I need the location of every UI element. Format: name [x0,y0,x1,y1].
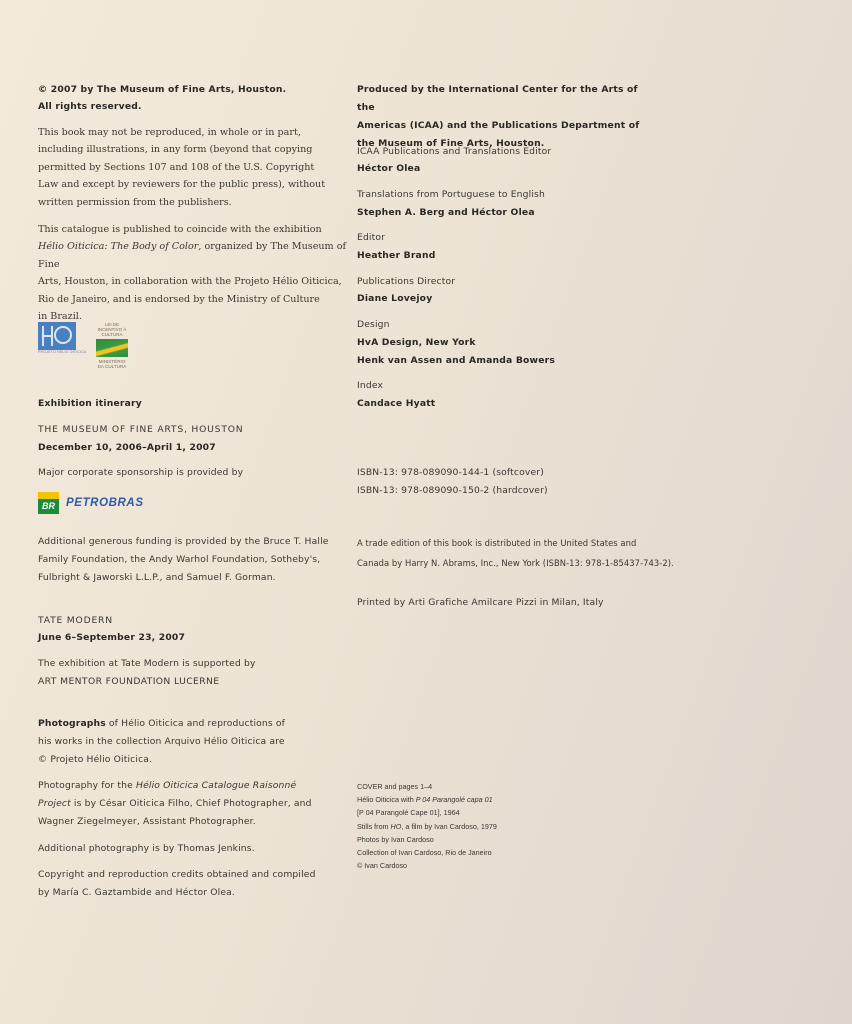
catalogue-raisonne-title-2: Project [38,798,71,810]
br-badge-icon: BR [38,492,59,514]
cover-credits [357,780,557,872]
credit-role-6: Index [357,380,384,391]
projeto-ho-logo [38,322,86,354]
dates-tate: June 6–September 23, 2007 [38,632,186,643]
cover-line-6: Collection of Ivan Cardoso, Rio de Janeiro [357,848,492,858]
photographs-bold: Photographs [38,718,106,729]
ho-logo-caption: PROJETO HÉLIO OITICICA [38,350,87,354]
catalogue-notice [38,221,348,325]
produced-by: Produced by the International Center for the Arts of the Americas (ICAA) and the Publications Department of the Museum of Fine Arts, Houston. [357,84,640,149]
petrobras-logo [38,492,144,514]
reproduction-credits: Copyright and reproduction credits obtained and compiled by María C. Gaztambide and Héctor Olea. [38,869,316,899]
credit-role-5: Design [357,319,390,330]
credit-name-4: Diane Lovejoy [357,293,433,304]
ministry-logo [95,322,129,369]
additional-photography: Additional photography is by Thomas Jenkins. [38,843,255,854]
funding-notice: Additional generous funding is provided by the Bruce T. Halle Family Foundation, the Andy Warhol Foundation, Sotheby's, Fulbright & Jaworski L.L.P., and Samuel F. Gorman. [38,536,329,584]
photography-line2: is by César Oiticica Filho, Chief Photographer, and [70,798,312,810]
ministry-logo-top: LEI DE INCENTIVO À CULTURA [97,322,127,337]
exhibition-title: Hélio Oiticica: The Body of Color [38,241,199,253]
parangole-title: P 04 Parangolé capa 01 [415,795,493,805]
cover-line-3: [P 04 Parangolé Cape 01], 1964 [357,808,460,818]
cover-line-2: Hélio Oiticica with P 04 Parangolé capa 01 [357,795,493,805]
catalogue-raisonne-title: Hélio Oiticica Catalogue Raisonné [136,780,297,791]
photographs-rest: his works in the collection Arquivo Hélio Oiticica are © Projeto Hélio Oiticica. [38,736,285,766]
petrobras-wordmark: PETROBRAS [66,497,144,509]
credit-role-4: Publications Director [357,276,456,287]
photography-line3: Wagner Ziegelmeyer, Assistant Photographer. [38,816,256,828]
credit-role-3: Editor [357,232,386,243]
catalogue-line1: This catalogue is published to coincide with the exhibition [38,224,322,235]
credit-name-1: Héctor Olea [357,163,421,174]
venue-houston: THE MUSEUM OF FINE ARTS, HOUSTON [38,424,244,435]
credit-name-6: Candace Hyatt [357,398,436,409]
reproduction-notice: This book may not be reproduced, in whole or in part, including illustrations, in any form (beyond that copying permitted by Sections 107 and 108 of the U.S. Copyright Law and except by reviewers for the public press), without written permission from the publishers. [38,127,326,208]
photography-pre: Photography for the [38,780,137,791]
isbn-hardcover: ISBN-13: 978-089090-150-2 (hardcover) [357,485,548,496]
tate-support: The exhibition at Tate Modern is supported by [38,658,256,669]
dates-houston: December 10, 2006–April 1, 2007 [38,442,216,453]
ministry-logo-bottom: MINISTÉRIO DA CULTURA [97,359,127,369]
isbn-softcover: ISBN-13: 978-089090-144-1 (softcover) [357,467,544,478]
printer-notice: Printed by Arti Grafiche Amilcare Pizzi in Milan, Italy [357,597,604,608]
cover-line-4: Stills from HO, a film by Ivan Cardoso, 1979 [357,821,497,831]
credit-role-2: Translations from Portuguese to English [357,189,545,200]
venue-tate: TATE MODERN [38,615,113,626]
credit-name-2: Stephen A. Berg and Héctor Olea [357,207,535,218]
tate-sponsor: ART MENTOR FOUNDATION LUCERNE [38,676,220,687]
copyright-line: © 2007 by The Museum of Fine Arts, Houston. [38,84,287,95]
film-title: HO [390,821,402,831]
credit-name-3: Heather Brand [357,250,436,261]
credit-role-1: ICAA Publications and Translations Editor [357,146,552,157]
itinerary-heading: Exhibition itinerary [38,398,142,409]
sponsor-line: Major corporate sponsorship is provided by [38,467,244,478]
cover-line-1: COVER and pages 1–4 [357,782,433,791]
photography-credit [38,777,348,832]
ho-mark-icon [38,322,76,350]
trade-edition-notice: A trade edition of this book is distributed in the United States and Canada by Harry N. Abrams, Inc., New York (ISBN-13: 978-1-85437-743-2). [357,538,674,568]
brazil-flag-icon [96,339,128,357]
cover-line-5: Photos by Ivan Cardoso [357,834,434,844]
photographs-line1: of Hélio Oiticica and reproductions of [105,718,286,729]
rights-line: All rights reserved. [38,101,142,112]
photographs-notice [38,715,348,770]
cover-line-7: © Ivan Cardoso [357,861,408,871]
credit-name-5: HvA Design, New York Henk van Assen and Amanda Bowers [357,337,556,366]
catalogue-line2: , organized by The Museum of Fine [38,241,347,270]
catalogue-rest: Arts, Houston, in collaboration with the Projeto Hélio Oiticica, Rio de Janeiro, and is endorsed by the Ministry of Culture in Brazil. [38,276,342,323]
